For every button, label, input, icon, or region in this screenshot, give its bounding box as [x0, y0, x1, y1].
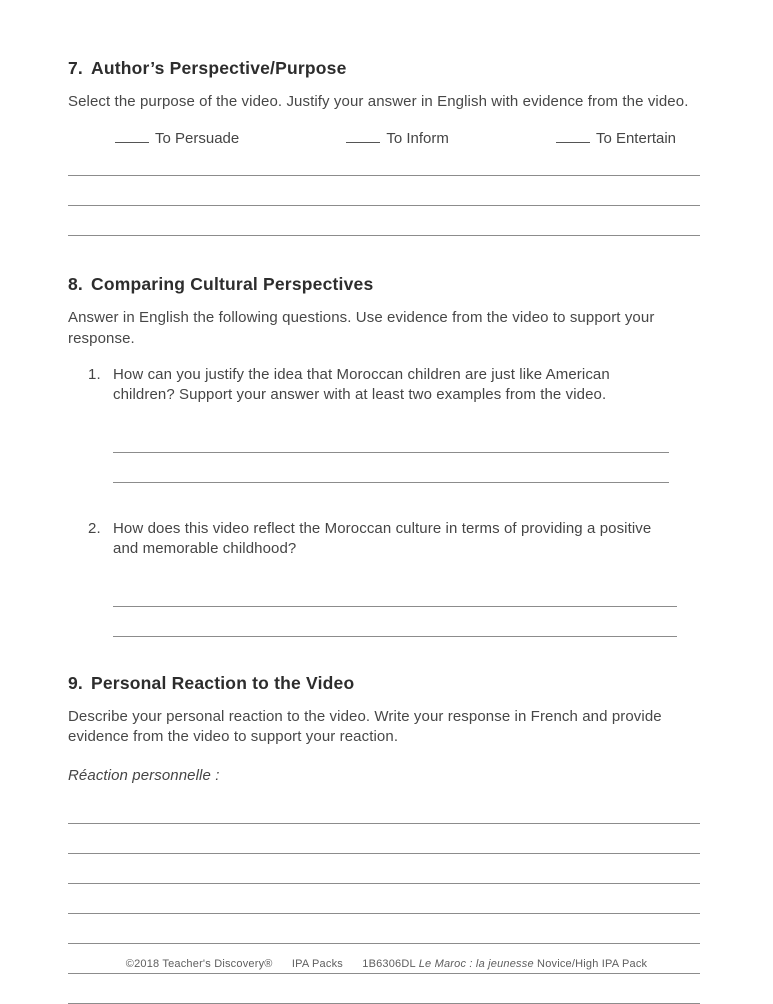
section-7-instructions: Select the purpose of the video. Justify your answer in English with evidence from the video.: [68, 92, 700, 112]
question-2: [68, 519, 700, 559]
section-9-title: Personal Reaction to the Video: [91, 673, 354, 693]
section-7-title: Author’s Perspective/Purpose: [91, 58, 347, 78]
question-2-number: 2.: [88, 519, 113, 559]
option-inform: [346, 128, 449, 147]
question-1: [68, 365, 700, 405]
section-7-answer-lines: [68, 149, 700, 236]
section-9-heading: [68, 673, 700, 694]
section-9-answer-lines: [68, 794, 700, 1004]
answer-line: [68, 914, 700, 944]
answer-blank: [556, 128, 590, 143]
question-1-number: 1.: [88, 365, 113, 405]
section-7-heading: [68, 58, 700, 79]
option-persuade: [115, 128, 239, 147]
section-8-title: Comparing Cultural Perspectives: [91, 274, 373, 294]
answer-line: [113, 577, 677, 607]
footer-copyright: ©2018 Teacher's Discovery®: [126, 958, 273, 970]
section-8-heading: [68, 274, 700, 295]
question-2-text: How does this video reflect the Moroccan culture in terms of providing a positive and memorable childhood?: [113, 519, 673, 559]
answer-line: [68, 176, 700, 206]
answer-line: [68, 149, 700, 176]
answer-line: [68, 824, 700, 854]
answer-line: [68, 794, 700, 824]
section-7-number: 7.: [68, 58, 83, 78]
section-8-number: 8.: [68, 274, 83, 294]
footer-product-code: 1B6306DL: [362, 958, 415, 970]
page-footer: [0, 958, 773, 970]
section-9-instructions: Describe your personal reaction to the video. Write your response in French and provide evidence from the video to support your reaction.: [68, 707, 700, 748]
answer-blank: [115, 128, 149, 143]
option-entertain-label: To Entertain: [596, 130, 676, 147]
question-2-answer-lines: [113, 577, 700, 637]
answer-line: [68, 854, 700, 884]
answer-line: [113, 453, 669, 483]
question-1-text: How can you justify the idea that Moroccan children are just like American children? Support your answer with at least two examples from the video.: [113, 365, 673, 405]
purpose-options-row: [68, 128, 700, 147]
footer-series: IPA Packs: [292, 958, 343, 970]
answer-line: [68, 884, 700, 914]
footer-product: [362, 958, 647, 970]
option-persuade-label: To Persuade: [155, 130, 239, 147]
answer-line: [68, 206, 700, 236]
section-8-instructions: Answer in English the following questions. Use evidence from the video to support your response.: [68, 308, 700, 349]
option-inform-label: To Inform: [386, 130, 449, 147]
question-1-answer-lines: [113, 423, 700, 483]
answer-blank: [346, 128, 380, 143]
section-9-number: 9.: [68, 673, 83, 693]
section-authors-purpose: [68, 58, 700, 236]
option-entertain: [556, 128, 676, 147]
footer-product-suffix: Novice/High IPA Pack: [537, 958, 647, 970]
answer-line: [113, 423, 669, 453]
answer-line: [113, 607, 677, 637]
section-personal-reaction: [68, 673, 700, 1004]
footer-product-title: Le Maroc : la jeunesse: [419, 958, 534, 970]
reaction-prompt: Réaction personnelle :: [68, 767, 700, 784]
section-cultural-perspectives: [68, 274, 700, 636]
